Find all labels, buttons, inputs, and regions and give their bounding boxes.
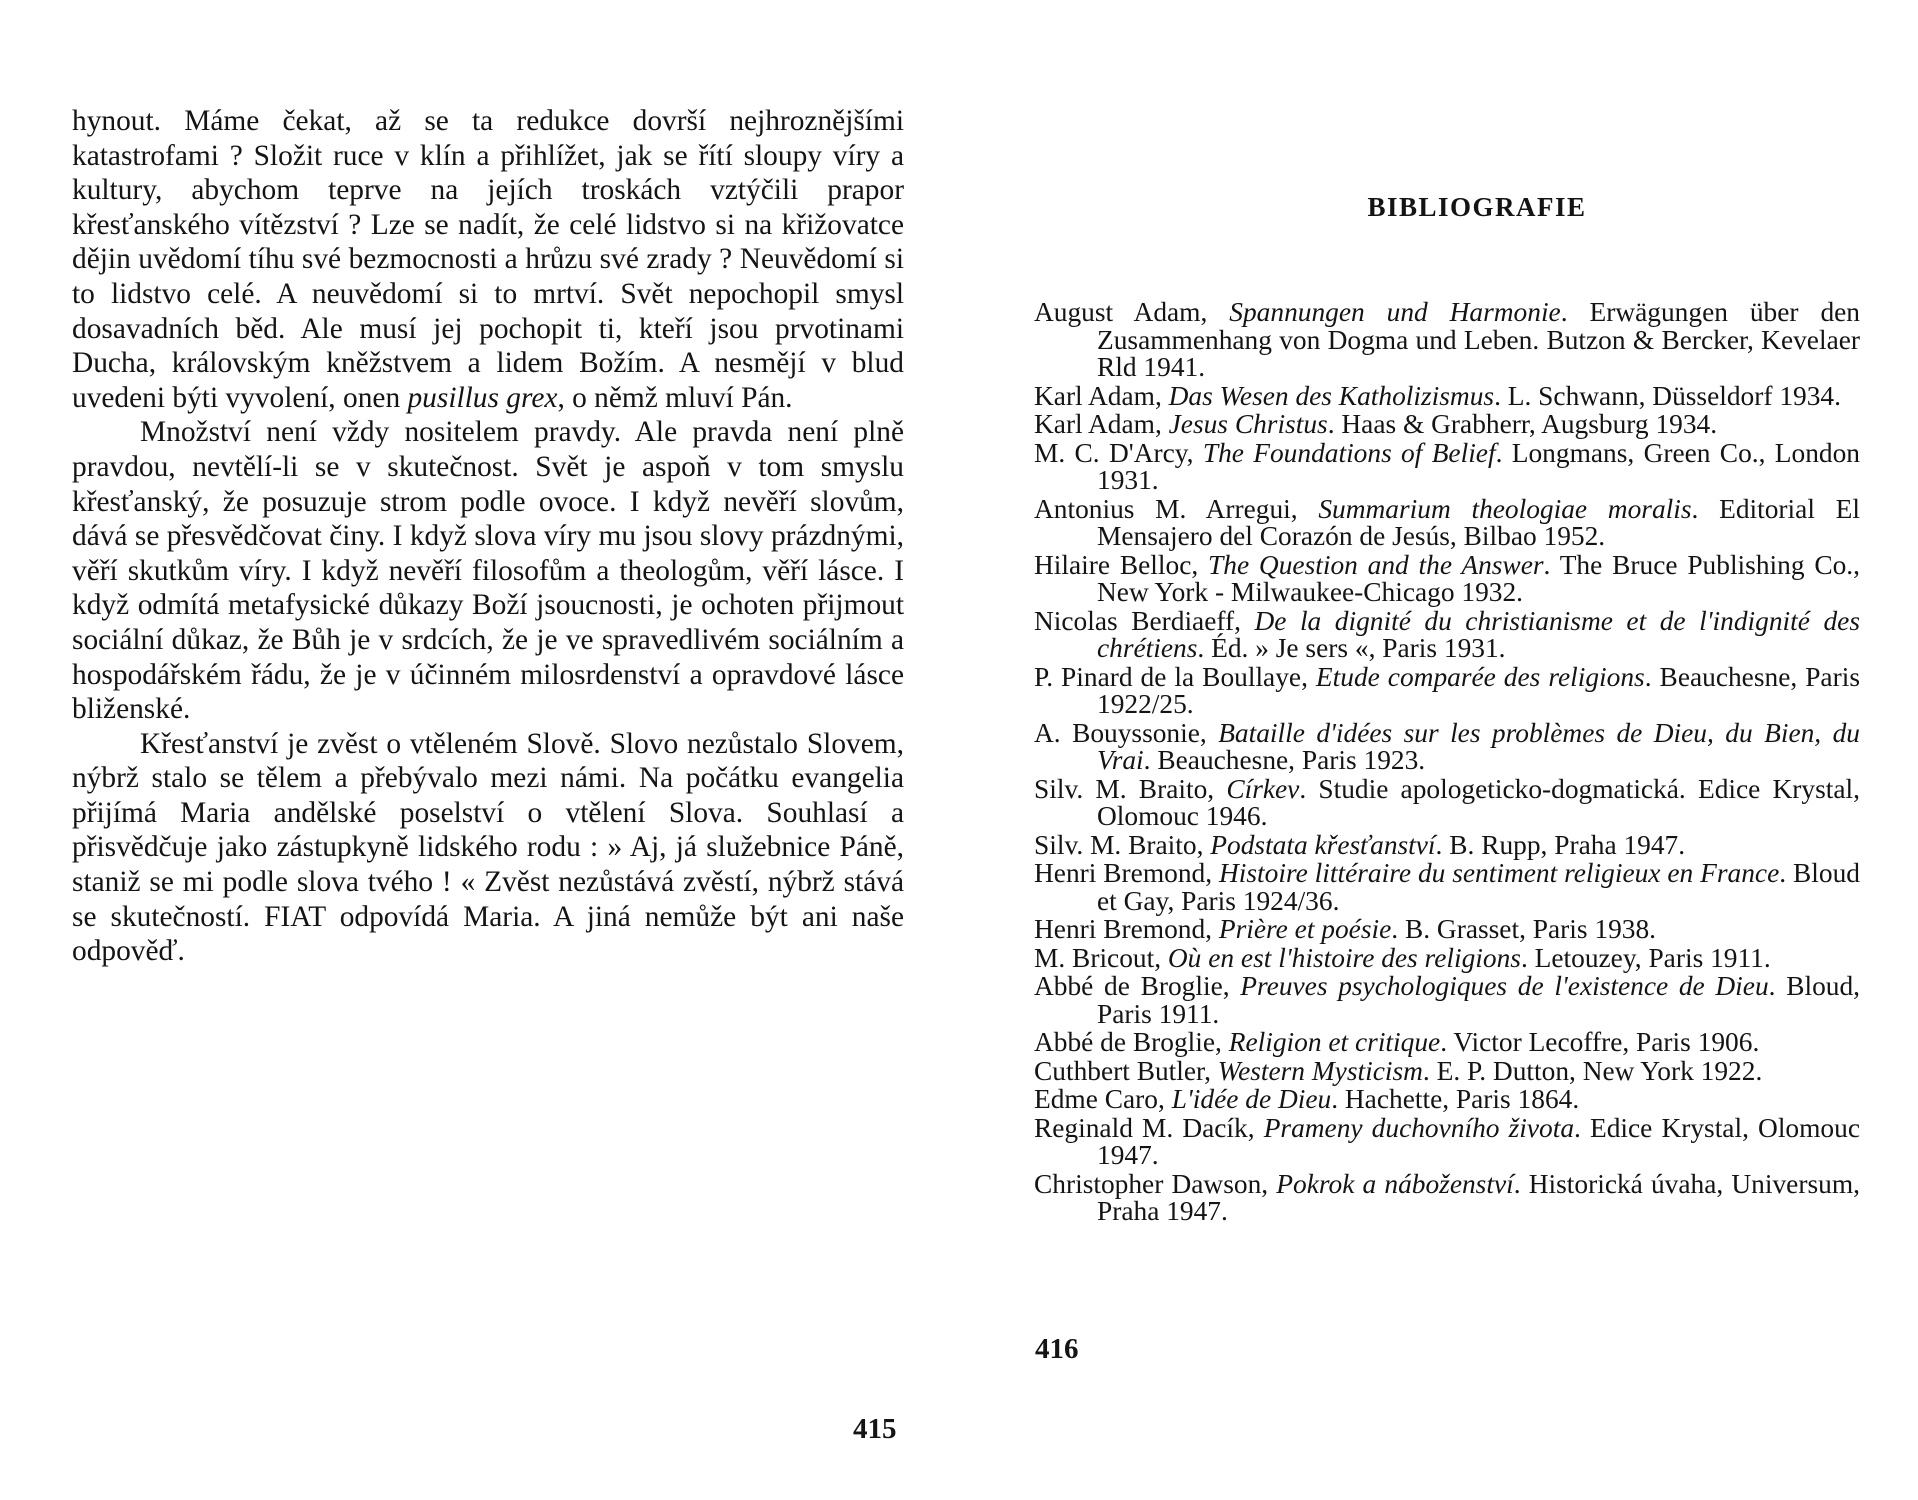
paragraph-text: , o němž mluví Pán.: [557, 381, 793, 414]
bibliography-entry: [1034, 973, 1860, 1028]
bibliography-entry: [1034, 916, 1860, 944]
entry-title: De la dignité du christianisme et de l'indignité des chrétiens: [1097, 605, 1860, 663]
entry-author: Edme Caro,: [1034, 1084, 1172, 1114]
bibliography-entry: [1034, 493, 1860, 551]
right-page-body: [1034, 192, 1860, 1227]
entry-publication: . Editorial El Mensajero del Corazón de Jesús, Bilbao 1952.: [1097, 493, 1860, 551]
entry-title: The Question and the Answer: [1208, 549, 1544, 580]
bibliography-entry: [1034, 1168, 1860, 1226]
entry-publication: . The Bruce Publishing Co., New York - Milwaukee-Chicago 1932.: [1097, 549, 1860, 607]
entry-title: Prameny duchovního života: [1263, 1112, 1575, 1143]
left-page-number: 415: [853, 1413, 897, 1445]
entry-author: Henri Bremond,: [1034, 858, 1219, 888]
entry-publication: . E. P. Dutton, New York 1922.: [1422, 1055, 1763, 1086]
entry-author: Karl Adam,: [1034, 409, 1169, 439]
bibliography-entry: [1034, 411, 1860, 439]
entry-author: Abbé de Broglie,: [1034, 1027, 1229, 1057]
bibliography-entry: [1034, 299, 1860, 382]
bibliography-entry: [1034, 942, 1860, 973]
entry-title: L'idée de Dieu: [1171, 1084, 1332, 1114]
bibliography-entry: [1034, 829, 1860, 860]
entry-author: Nicolas Berdiaeff,: [1034, 605, 1255, 636]
entry-publication: . Beauchesne, Paris 1923.: [1143, 745, 1426, 775]
entry-publication: . Letouzey, Paris 1911.: [1520, 942, 1771, 973]
entry-publication: . Victor Lecoffre, Paris 1906.: [1440, 1027, 1760, 1057]
left-page-body: [72, 104, 904, 969]
body-paragraph: [72, 415, 904, 726]
entry-title: Etude comparée des religions: [1315, 661, 1645, 692]
entry-author: P. Pinard de la Boullaye,: [1034, 661, 1316, 692]
bibliography-entry: [1034, 1112, 1860, 1170]
bibliography-entry: [1034, 860, 1860, 915]
entry-title: Où en est l'histoire des religions: [1167, 942, 1521, 973]
body-paragraph: [72, 104, 904, 415]
entry-publication: . Éd. » Je sers «, Paris 1931.: [1197, 633, 1506, 663]
bibliography-entry: [1034, 437, 1860, 495]
entry-publication: . Beauchesne, Paris 1922/25.: [1097, 661, 1860, 719]
entry-title: Spannungen und Harmonie: [1229, 297, 1561, 327]
body-paragraph: [72, 727, 904, 969]
entry-author: M. Bricout,: [1034, 942, 1168, 973]
entry-title: Jesus Christus: [1168, 409, 1328, 439]
entry-title: Podstata křesťanství: [1210, 829, 1436, 860]
entry-title: Summarium theologiae moralis: [1318, 493, 1692, 524]
bibliography-entry: [1034, 1086, 1860, 1114]
entry-publication: . Longmans, Green Co., London 1931.: [1097, 437, 1860, 495]
entry-publication: . Bloud et Gay, Paris 1924/36.: [1097, 858, 1860, 916]
entry-publication: . Haas & Grabherr, Augsburg 1934.: [1327, 409, 1718, 439]
entry-author: Cuthbert Butler,: [1034, 1055, 1218, 1086]
entry-publication: . Historická úvaha, Universum, Praha 1947.: [1097, 1168, 1860, 1226]
entry-author: Christopher Dawson,: [1034, 1168, 1277, 1199]
bibliography-heading: BIBLIOGRAFIE: [1367, 192, 1587, 222]
entry-title: Histoire littéraire du sentiment religieux en France: [1218, 858, 1780, 888]
paragraph-text: Křesťanství je zvěst o vtěleném Slově. Slovo nezůstalo Slovem, nýbrž stalo se tělem a přebývalo mezi námi. Na počátku evangelia přijímá Maria andělské poselství o vtělení Slova. Souhlasí a přisvědčuje jako zástupkyně lidského rodu : » Aj, já služebnice Páně, staniž se mi podle slova tvého ! « Zvěst nezůstává zvěstí, nýbrž stává se skutečností. FIAT odpovídá Maria. A jiná nemůže být ani naše odpověď.: [72, 727, 904, 968]
paragraph-text: Množství není vždy nositelem pravdy. Ale pravda není plně pravdou, nevtělí-li se v skutečnost. Svět je aspoň v tom smyslu křesťanský, že posuzuje strom podle ovoce. I když nevěří slovům, dává se přesvědčovat činy. I když slova víry mu jsou slovy prázdnými, věří skutkům víry. I když nevěří filosofům a theologům, věří lásce. I když odmítá metafysické důkazy Boží jsoucnosti, je ochoten přijmout sociální důkaz, že Bůh je v srdcích, že je ve spravedlivém sociálním a hospodářském řádu, že je v účinném milosrdenství a opravdové lásce bliženské.: [72, 416, 904, 726]
paragraph-text: hynout. Máme čekat, až se ta redukce dovrší nejhroznějšími katastrofami ? Složit ruce v klín a přihlížet, jak se řítí sloupy víry a kultury, abychom teprve na jejích troskách vztýčili prapor křesťanského vítězství ? Lze se nadít, že celé lidstvo si na křižovatce dějin uvědomí tíhu své bezmocnosti a hrůzu své zrady ? Neuvědomí si to lidstvo celé. A neuvědomí si to mrtví. Svět nepochopil smysl dosavadních běd. Ale musí jej pochopit ti, kteří jsou prvotinami Ducha, královským kněžstvem a lidem Božím. A nesmějí v blud uvedeni býti vyvolení, onen: [72, 105, 904, 414]
right-page-number: 416: [1035, 1333, 1079, 1365]
entry-title: Církev: [1226, 773, 1300, 804]
bibliography-entry: [1034, 605, 1860, 663]
bibliography-entry: [1034, 661, 1860, 719]
entry-publication: . Hachette, Paris 1864.: [1331, 1084, 1580, 1114]
italic-phrase: pusillus grex: [407, 381, 558, 414]
entry-author: M. C. D'Arcy,: [1034, 437, 1203, 468]
bibliography-entry: [1034, 1055, 1860, 1086]
entry-author: Silv. M. Braito,: [1034, 829, 1211, 860]
bibliography-entry: [1034, 717, 1860, 775]
bibliography-list: [1034, 299, 1860, 1226]
bibliography-entry: [1034, 1029, 1860, 1057]
entry-title: Das Wesen des Katholizismus: [1168, 380, 1495, 411]
entry-title: Religion et critique: [1228, 1027, 1441, 1057]
bibliography-entry: [1034, 549, 1860, 607]
entry-author: A. Bouyssonie,: [1034, 717, 1219, 748]
entry-publication: . Edice Krystal, Olomouc 1947.: [1097, 1112, 1860, 1170]
entry-publication: . Erwägungen über den Zusammenhang von Dogma und Leben. Butzon & Bercker, Kevelaer Rld 1941.: [1097, 297, 1860, 382]
entry-publication: . B. Grasset, Paris 1938.: [1391, 914, 1657, 944]
entry-title: Preuves psychologiques de l'existence de Dieu: [1240, 971, 1769, 1001]
entry-title: Prière et poésie: [1218, 914, 1392, 944]
entry-author: Hilaire Belloc,: [1034, 549, 1209, 580]
entry-publication: . L. Schwann, Düsseldorf 1934.: [1494, 380, 1841, 411]
entry-publication: . B. Rupp, Praha 1947.: [1435, 829, 1686, 860]
entry-publication: . Bloud, Paris 1911.: [1097, 971, 1861, 1029]
entry-publication: . Studie apologeticko-dogmatická. Edice Krystal, Olomouc 1946.: [1097, 773, 1860, 831]
bibliography-entry: [1034, 380, 1860, 411]
entry-author: August Adam,: [1034, 297, 1230, 327]
entry-author: Silv. M. Braito,: [1034, 773, 1227, 804]
entry-title: Bataille d'idées sur les problèmes de Dieu, du Bien, du Vrai: [1097, 717, 1860, 775]
entry-author: Henri Bremond,: [1034, 914, 1219, 944]
bibliography-entry: [1034, 773, 1860, 831]
entry-title: Western Mysticism: [1217, 1055, 1423, 1086]
entry-title: Pokrok a náboženství: [1276, 1168, 1514, 1199]
entry-author: Karl Adam,: [1034, 380, 1169, 411]
entry-title: The Foundations of Belief: [1202, 437, 1496, 468]
entry-author: Antonius M. Arregui,: [1034, 493, 1319, 524]
entry-author: Reginald M. Dacík,: [1034, 1112, 1264, 1143]
entry-author: Abbé de Broglie,: [1034, 971, 1241, 1001]
